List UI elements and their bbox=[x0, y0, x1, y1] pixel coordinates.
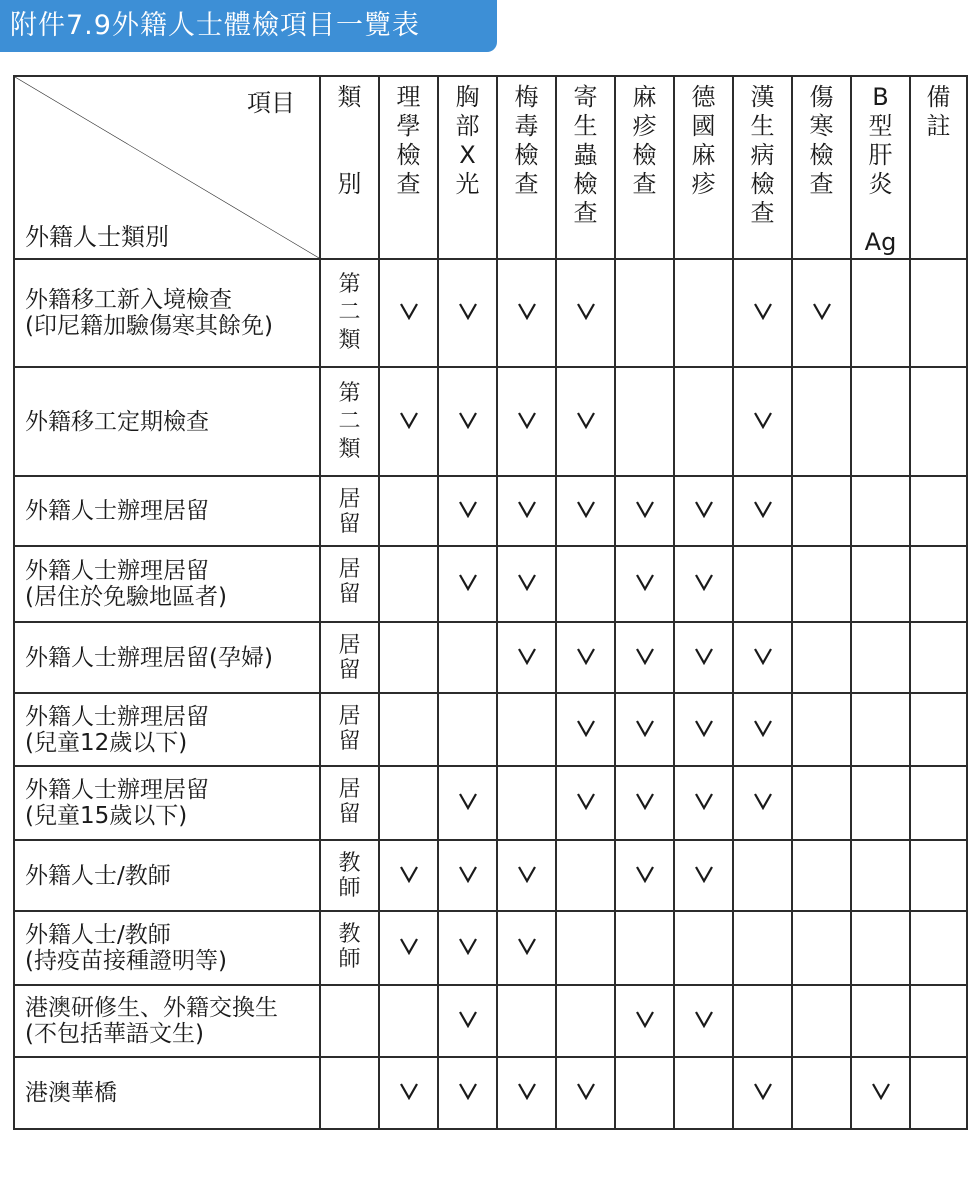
check-cell-5 bbox=[615, 985, 674, 1057]
check-mark-icon bbox=[871, 1082, 891, 1100]
check-mark-icon bbox=[517, 937, 537, 955]
column-header-2 bbox=[438, 76, 497, 259]
column-header-label: 備註 bbox=[926, 83, 951, 140]
check-cell-6 bbox=[674, 259, 733, 367]
item-header-label: 項目 bbox=[247, 89, 295, 117]
table-row bbox=[14, 476, 967, 546]
check-cell-10 bbox=[910, 693, 967, 766]
check-cell-5 bbox=[615, 911, 674, 985]
check-cell-5 bbox=[615, 476, 674, 546]
check-cell-7 bbox=[733, 766, 792, 840]
check-mark-icon bbox=[635, 500, 655, 518]
check-cell-8 bbox=[792, 766, 851, 840]
check-mark-icon bbox=[458, 500, 478, 518]
column-header-7 bbox=[733, 76, 792, 259]
category-cell bbox=[14, 840, 320, 911]
check-mark-icon bbox=[753, 302, 773, 320]
column-header-label: 寄生蟲檢查 bbox=[573, 83, 598, 227]
check-cell-3 bbox=[497, 911, 556, 985]
check-mark-icon bbox=[753, 500, 773, 518]
check-mark-icon bbox=[576, 719, 596, 737]
check-cell-3 bbox=[497, 622, 556, 693]
check-cell-5 bbox=[615, 1057, 674, 1129]
check-mark-icon bbox=[458, 865, 478, 883]
category-name: 外籍人士辦理居留 bbox=[25, 558, 209, 584]
category-cell bbox=[14, 622, 320, 693]
check-cell-2 bbox=[438, 985, 497, 1057]
diagonal-header-cell bbox=[14, 76, 320, 259]
check-mark-icon bbox=[576, 792, 596, 810]
column-header-3 bbox=[497, 76, 556, 259]
check-mark-icon bbox=[635, 647, 655, 665]
check-mark-icon bbox=[635, 719, 655, 737]
category-name: 港澳研修生、外籍交換生 bbox=[25, 995, 278, 1021]
check-cell-8 bbox=[792, 259, 851, 367]
kind-label: 居留 bbox=[338, 557, 361, 607]
check-cell-10 bbox=[910, 985, 967, 1057]
check-mark-icon bbox=[399, 302, 419, 320]
category-cell bbox=[14, 367, 320, 476]
category-name: 外籍人士辦理居留 bbox=[25, 777, 209, 803]
check-mark-icon bbox=[458, 1082, 478, 1100]
kind-cell bbox=[320, 766, 379, 840]
category-name: 外籍人士辦理居留(孕婦) bbox=[25, 644, 273, 671]
category-note: (兒童15歲以下) bbox=[25, 803, 188, 829]
check-mark-icon bbox=[458, 302, 478, 320]
check-cell-10 bbox=[910, 622, 967, 693]
column-header-8 bbox=[792, 76, 851, 259]
check-cell-9 bbox=[851, 840, 910, 911]
table-row bbox=[14, 546, 967, 622]
check-cell-5 bbox=[615, 259, 674, 367]
table-row bbox=[14, 259, 967, 367]
check-cell-7 bbox=[733, 693, 792, 766]
check-cell-4 bbox=[556, 766, 615, 840]
column-header-label: 胸部X光 bbox=[455, 83, 480, 198]
check-cell-7 bbox=[733, 840, 792, 911]
check-cell-5 bbox=[615, 840, 674, 911]
check-cell-6 bbox=[674, 476, 733, 546]
check-cell-1 bbox=[379, 840, 438, 911]
kind-label: 教師 bbox=[338, 922, 361, 972]
check-cell-2 bbox=[438, 1057, 497, 1129]
check-cell-7 bbox=[733, 367, 792, 476]
check-mark-icon bbox=[635, 865, 655, 883]
check-cell-7 bbox=[733, 911, 792, 985]
check-mark-icon bbox=[458, 411, 478, 429]
check-cell-10 bbox=[910, 1057, 967, 1129]
category-cell bbox=[14, 259, 320, 367]
check-mark-icon bbox=[458, 1010, 478, 1028]
check-cell-1 bbox=[379, 766, 438, 840]
check-cell-2 bbox=[438, 840, 497, 911]
category-name: 外籍移工新入境檢查 bbox=[25, 287, 232, 313]
check-mark-icon bbox=[458, 937, 478, 955]
check-cell-8 bbox=[792, 546, 851, 622]
check-mark-icon bbox=[753, 719, 773, 737]
check-cell-4 bbox=[556, 476, 615, 546]
kind-label: 教師 bbox=[338, 851, 361, 901]
check-cell-10 bbox=[910, 476, 967, 546]
kind-label: 第二類 bbox=[338, 272, 361, 353]
check-cell-6 bbox=[674, 766, 733, 840]
check-cell-9 bbox=[851, 259, 910, 367]
category-note: (印尼籍加驗傷寒其餘免) bbox=[25, 313, 273, 339]
category-name: 外籍人士辦理居留 bbox=[25, 703, 209, 730]
column-header-label: 理學檢查 bbox=[396, 83, 421, 198]
category-name: 外籍移工定期檢查 bbox=[25, 408, 209, 435]
column-header-label: 漢生病檢查 bbox=[750, 83, 775, 227]
kind-cell bbox=[320, 546, 379, 622]
check-cell-6 bbox=[674, 911, 733, 985]
check-mark-icon bbox=[635, 792, 655, 810]
check-cell-1 bbox=[379, 911, 438, 985]
category-cell bbox=[14, 476, 320, 546]
check-cell-6 bbox=[674, 1057, 733, 1129]
check-cell-7 bbox=[733, 1057, 792, 1129]
column-header-4 bbox=[556, 76, 615, 259]
check-mark-icon bbox=[399, 865, 419, 883]
check-mark-icon bbox=[517, 500, 537, 518]
check-cell-8 bbox=[792, 367, 851, 476]
check-cell-1 bbox=[379, 476, 438, 546]
check-cell-3 bbox=[497, 985, 556, 1057]
check-mark-icon bbox=[399, 411, 419, 429]
check-cell-9 bbox=[851, 476, 910, 546]
kind-header-label: 類 別 bbox=[337, 83, 362, 198]
check-mark-icon bbox=[576, 647, 596, 665]
check-mark-icon bbox=[753, 1082, 773, 1100]
check-cell-4 bbox=[556, 367, 615, 476]
column-header-label: 傷寒檢查 bbox=[809, 83, 834, 198]
check-cell-3 bbox=[497, 259, 556, 367]
check-cell-5 bbox=[615, 622, 674, 693]
table-row bbox=[14, 622, 967, 693]
check-cell-4 bbox=[556, 259, 615, 367]
check-cell-5 bbox=[615, 693, 674, 766]
exam-items-table bbox=[13, 75, 968, 1130]
check-mark-icon bbox=[576, 1082, 596, 1100]
check-cell-3 bbox=[497, 766, 556, 840]
check-cell-2 bbox=[438, 693, 497, 766]
check-cell-2 bbox=[438, 259, 497, 367]
category-note: (兒童12歲以下) bbox=[25, 729, 188, 756]
kind-cell bbox=[320, 476, 379, 546]
check-mark-icon bbox=[517, 302, 537, 320]
table-row bbox=[14, 693, 967, 766]
category-name: 外籍人士/教師 bbox=[25, 862, 171, 889]
check-mark-icon bbox=[694, 1010, 714, 1028]
check-cell-9 bbox=[851, 985, 910, 1057]
column-header-label: 德國麻疹 bbox=[691, 83, 716, 198]
column-header-label: 梅毒檢查 bbox=[514, 83, 539, 198]
check-cell-9 bbox=[851, 766, 910, 840]
table-row bbox=[14, 911, 967, 985]
header-row bbox=[14, 76, 967, 259]
check-mark-icon bbox=[812, 302, 832, 320]
check-cell-3 bbox=[497, 546, 556, 622]
category-cell bbox=[14, 985, 320, 1057]
column-header-5 bbox=[615, 76, 674, 259]
check-cell-7 bbox=[733, 622, 792, 693]
check-cell-1 bbox=[379, 622, 438, 693]
check-cell-2 bbox=[438, 622, 497, 693]
page-title: 附件7.9外籍人士體檢項目一覽表 bbox=[0, 0, 497, 52]
check-cell-6 bbox=[674, 546, 733, 622]
kind-cell bbox=[320, 840, 379, 911]
column-header-label: B 型 肝 炎 Ag bbox=[864, 83, 897, 256]
check-cell-1 bbox=[379, 693, 438, 766]
category-cell bbox=[14, 546, 320, 622]
kind-label: 居留 bbox=[338, 704, 361, 754]
check-cell-3 bbox=[497, 476, 556, 546]
category-note: (不包括華語文生) bbox=[25, 1021, 204, 1047]
check-mark-icon bbox=[694, 647, 714, 665]
check-mark-icon bbox=[399, 1082, 419, 1100]
column-header-6 bbox=[674, 76, 733, 259]
check-cell-2 bbox=[438, 546, 497, 622]
category-note: (持疫苗接種證明等) bbox=[25, 948, 227, 974]
check-cell-4 bbox=[556, 911, 615, 985]
kind-label: 居留 bbox=[338, 777, 361, 827]
check-cell-5 bbox=[615, 367, 674, 476]
check-mark-icon bbox=[694, 500, 714, 518]
check-mark-icon bbox=[517, 1082, 537, 1100]
check-cell-3 bbox=[497, 1057, 556, 1129]
check-cell-1 bbox=[379, 259, 438, 367]
kind-header-cell bbox=[320, 76, 379, 259]
check-mark-icon bbox=[576, 302, 596, 320]
category-name: 外籍人士辦理居留 bbox=[25, 498, 209, 524]
check-cell-4 bbox=[556, 693, 615, 766]
check-cell-6 bbox=[674, 693, 733, 766]
check-cell-3 bbox=[497, 840, 556, 911]
category-cell bbox=[14, 693, 320, 766]
check-mark-icon bbox=[753, 792, 773, 810]
check-mark-icon bbox=[694, 719, 714, 737]
check-mark-icon bbox=[576, 500, 596, 518]
column-header-9 bbox=[851, 76, 910, 259]
check-cell-9 bbox=[851, 367, 910, 476]
check-mark-icon bbox=[517, 411, 537, 429]
kind-cell bbox=[320, 259, 379, 367]
category-header-label: 外籍人士類別 bbox=[25, 223, 169, 251]
check-cell-5 bbox=[615, 766, 674, 840]
kind-label: 居留 bbox=[338, 633, 361, 683]
kind-label: 居留 bbox=[338, 487, 361, 537]
check-mark-icon bbox=[635, 1010, 655, 1028]
kind-cell bbox=[320, 1057, 379, 1129]
check-cell-8 bbox=[792, 911, 851, 985]
category-cell bbox=[14, 911, 320, 985]
kind-cell bbox=[320, 622, 379, 693]
check-cell-10 bbox=[910, 840, 967, 911]
check-cell-7 bbox=[733, 985, 792, 1057]
check-cell-7 bbox=[733, 476, 792, 546]
category-name: 港澳華橋 bbox=[25, 1080, 117, 1106]
check-cell-8 bbox=[792, 476, 851, 546]
column-header-label: 麻疹檢查 bbox=[632, 83, 657, 198]
check-cell-4 bbox=[556, 1057, 615, 1129]
check-cell-4 bbox=[556, 546, 615, 622]
check-cell-10 bbox=[910, 546, 967, 622]
check-cell-7 bbox=[733, 546, 792, 622]
table-row bbox=[14, 367, 967, 476]
category-name: 外籍人士/教師 bbox=[25, 922, 171, 948]
kind-cell bbox=[320, 985, 379, 1057]
check-cell-3 bbox=[497, 693, 556, 766]
category-cell bbox=[14, 766, 320, 840]
kind-cell bbox=[320, 911, 379, 985]
check-cell-8 bbox=[792, 1057, 851, 1129]
check-cell-2 bbox=[438, 911, 497, 985]
check-cell-8 bbox=[792, 622, 851, 693]
check-cell-4 bbox=[556, 985, 615, 1057]
check-cell-6 bbox=[674, 985, 733, 1057]
check-mark-icon bbox=[694, 865, 714, 883]
check-cell-4 bbox=[556, 622, 615, 693]
category-cell bbox=[14, 1057, 320, 1129]
check-cell-1 bbox=[379, 1057, 438, 1129]
check-cell-1 bbox=[379, 367, 438, 476]
check-cell-3 bbox=[497, 367, 556, 476]
category-note: (居住於免驗地區者) bbox=[25, 584, 227, 610]
check-cell-6 bbox=[674, 367, 733, 476]
check-cell-10 bbox=[910, 911, 967, 985]
check-mark-icon bbox=[753, 411, 773, 429]
check-cell-1 bbox=[379, 546, 438, 622]
column-header-1 bbox=[379, 76, 438, 259]
check-cell-9 bbox=[851, 546, 910, 622]
kind-cell bbox=[320, 693, 379, 766]
check-mark-icon bbox=[753, 647, 773, 665]
check-cell-7 bbox=[733, 259, 792, 367]
check-cell-10 bbox=[910, 766, 967, 840]
check-cell-1 bbox=[379, 985, 438, 1057]
check-mark-icon bbox=[517, 573, 537, 591]
check-mark-icon bbox=[635, 573, 655, 591]
check-cell-9 bbox=[851, 911, 910, 985]
table-row bbox=[14, 985, 967, 1057]
check-mark-icon bbox=[458, 573, 478, 591]
check-mark-icon bbox=[694, 573, 714, 591]
check-cell-5 bbox=[615, 546, 674, 622]
check-cell-9 bbox=[851, 1057, 910, 1129]
column-header-10 bbox=[910, 76, 967, 259]
check-mark-icon bbox=[576, 411, 596, 429]
check-mark-icon bbox=[517, 865, 537, 883]
check-mark-icon bbox=[399, 937, 419, 955]
check-cell-4 bbox=[556, 840, 615, 911]
check-cell-8 bbox=[792, 693, 851, 766]
check-mark-icon bbox=[517, 647, 537, 665]
check-cell-2 bbox=[438, 367, 497, 476]
check-cell-9 bbox=[851, 622, 910, 693]
kind-cell bbox=[320, 367, 379, 476]
check-cell-9 bbox=[851, 693, 910, 766]
check-cell-10 bbox=[910, 367, 967, 476]
table-row bbox=[14, 840, 967, 911]
table-row bbox=[14, 766, 967, 840]
check-cell-2 bbox=[438, 766, 497, 840]
check-mark-icon bbox=[694, 792, 714, 810]
check-cell-2 bbox=[438, 476, 497, 546]
check-cell-8 bbox=[792, 840, 851, 911]
check-cell-6 bbox=[674, 840, 733, 911]
kind-label: 第二類 bbox=[338, 380, 361, 462]
check-cell-6 bbox=[674, 622, 733, 693]
table-row bbox=[14, 1057, 967, 1129]
check-mark-icon bbox=[458, 792, 478, 810]
check-cell-10 bbox=[910, 259, 967, 367]
check-cell-8 bbox=[792, 985, 851, 1057]
